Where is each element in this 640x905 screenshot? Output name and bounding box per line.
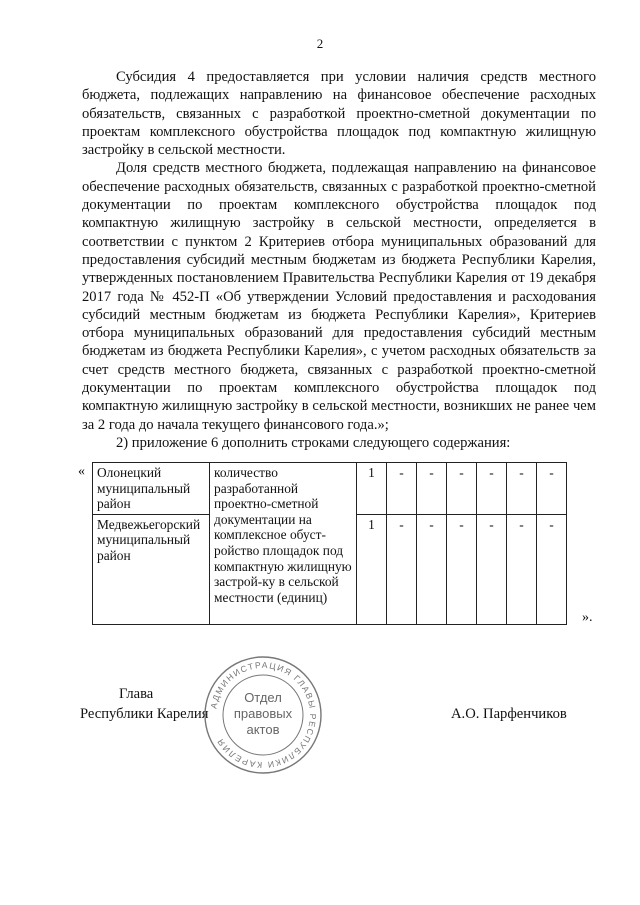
value-cell: - [537, 463, 567, 515]
value-cell: - [417, 463, 447, 515]
document-body [82, 68, 596, 452]
quote-close: ». [582, 610, 593, 625]
value-cell: - [477, 463, 507, 515]
signature-title-line1: Глава [119, 686, 154, 702]
stamp-line: правовых [233, 706, 293, 721]
paragraph-budget-share: Доля средств местного бюджета, подлежащая направлению на финансовое обеспечение расходных обязательств, связанных с разработкой проектно-сметной документации по проектам комплексного обустройства площадок под компактную жилищную застройку в сельской местности, определяется в соответствии с пунктом 2 Критериев отбора муниципальных образований для предоставления субсидий местным бюджетам из бюджета Республики Карелия, утвержденных постановлением Правительства Республики Карелия от 19 декабря 2017 года № 452-П «Об утверждении Условий предоставления и расходования субсидий местным бюджетам из бюджета Республики Карелия», Критериев отбора муниципальных образований для предоставления субсидий местным бюджетам из бюджета Республики Карелия», с учетом расходных обязательств за счет средств местного бюджета, связанных с разработкой проектно-сметной документации по проектам комплексного обустройства площадок под компактную жилищную застройку в сельской местности, возникших не ранее чем за 2 года до начала текущего финансового года.»; [82, 160, 596, 433]
stamp-line: Отдел [244, 690, 282, 705]
value-cell: 1 [357, 463, 387, 515]
municipality-cell: Олонецкий муниципальный район [93, 463, 210, 515]
value-cell: - [537, 514, 567, 624]
paragraph-subsidy-condition: Субсидия 4 предоставляется при условии наличия средств местного бюджета, подлежащих направлению на финансовое обеспечение расходных обязательств, связанных с разработкой проектно-сметной документации по проектам комплексного обустройства площадок под компактную жилищную застройку в сельской местности. [82, 69, 596, 159]
page-number: 2 [316, 36, 324, 51]
appendix-table [92, 462, 567, 625]
value-cell: - [417, 514, 447, 624]
signature-name: А.О. Парфенчиков [451, 706, 567, 722]
value-cell: - [387, 514, 417, 624]
value-cell: - [507, 514, 537, 624]
table-row [93, 463, 567, 515]
value-cell: - [477, 514, 507, 624]
stamp-seal [202, 654, 324, 776]
value-cell: - [387, 463, 417, 515]
indicator-cell: количество разработанной проектно-сметной документации на комплексное обуст-ройство площадок под компактную жилищную застрой-ку в сельской местности (единиц) [210, 463, 357, 625]
signature-title-line2: Республики Карелия [80, 706, 209, 722]
quote-open: « [78, 464, 85, 479]
value-cell: - [447, 463, 477, 515]
value-cell: - [507, 463, 537, 515]
municipality-cell: Медвежьегорский муниципальный район [93, 514, 210, 624]
paragraph-appendix-amendment: 2) приложение 6 дополнить строками следующего содержания: [116, 434, 511, 451]
value-cell: - [447, 514, 477, 624]
value-cell: 1 [357, 514, 387, 624]
stamp-line: актов [246, 722, 280, 737]
stamp-ring-text: АДМИНИСТРАЦИЯ ГЛАВЫ РЕСПУБЛИКИ КАРЕЛИЯ [208, 659, 319, 771]
